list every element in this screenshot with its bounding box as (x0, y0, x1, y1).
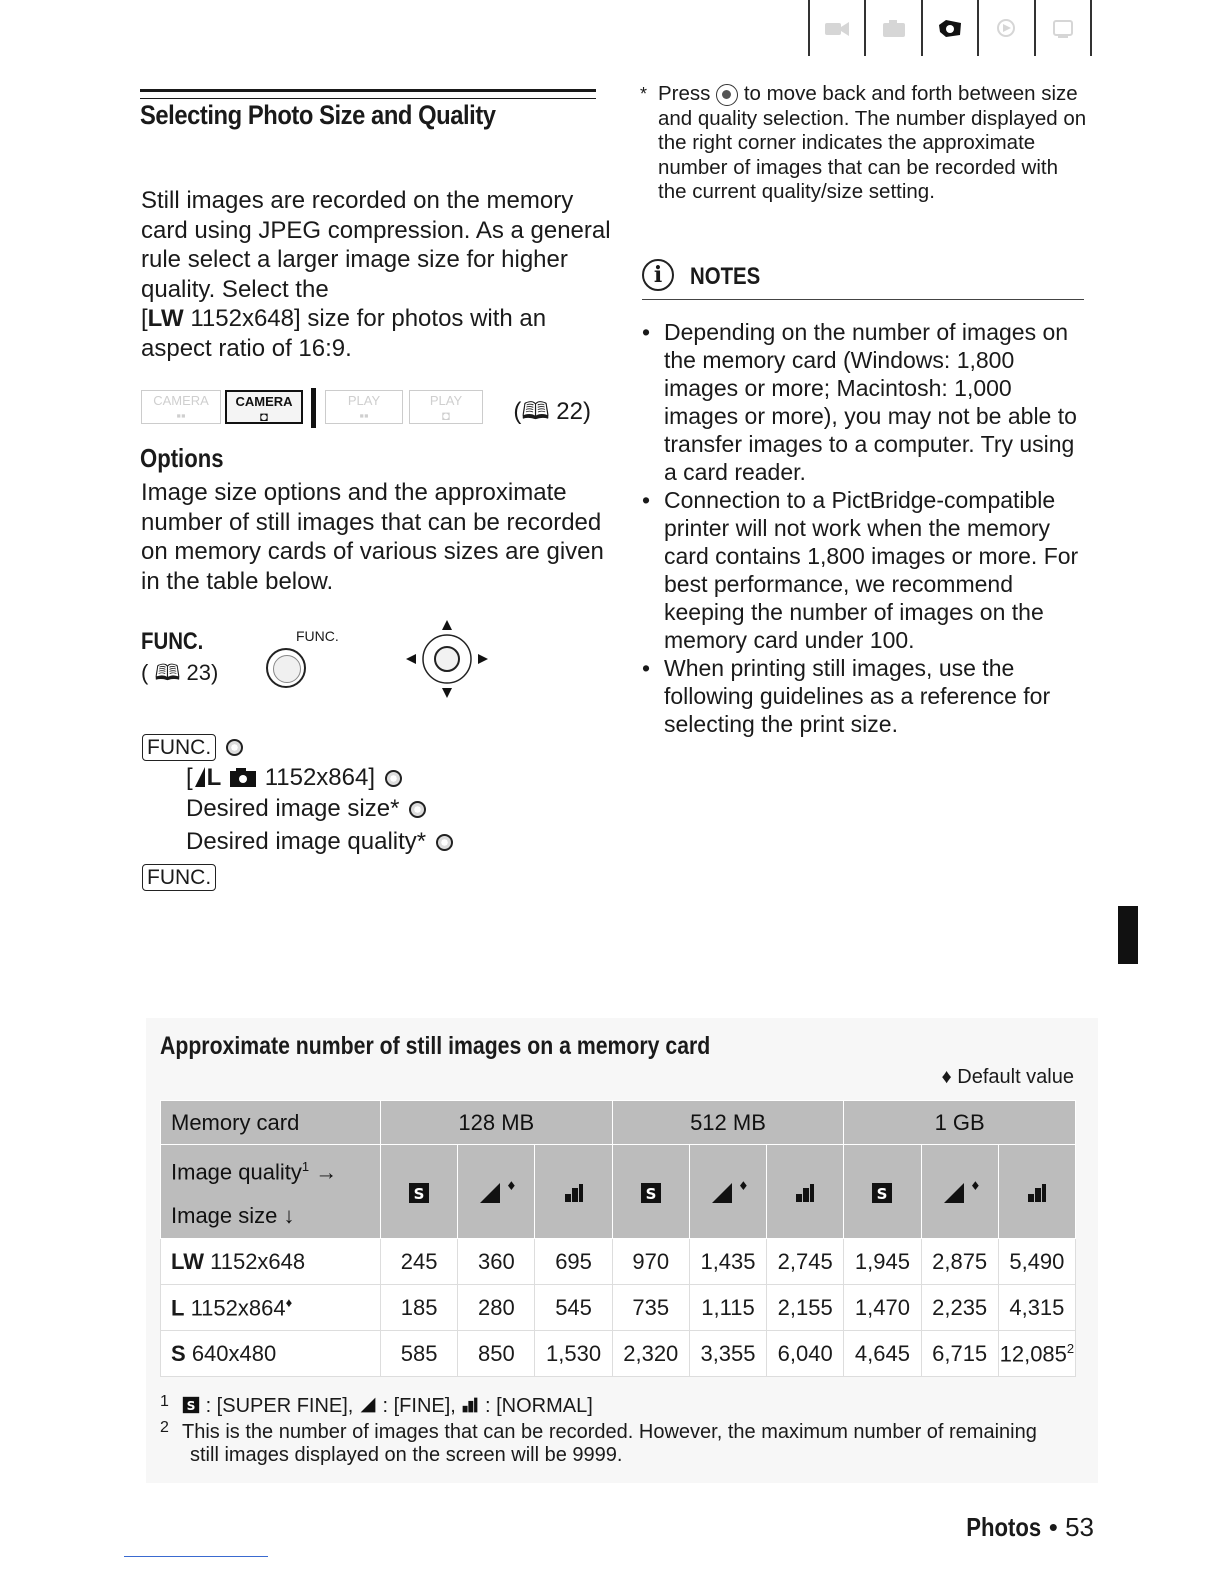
book-icon: 🕮 (154, 660, 181, 685)
table-row (161, 1331, 1076, 1377)
fine-icon (478, 1179, 518, 1205)
table-cell: 3,355 (689, 1331, 766, 1377)
note-item: • When printing still images, use the following guidelines as a reference for selecting the print size. (640, 654, 1092, 738)
header-image-size: Image size (171, 1203, 278, 1229)
mode-play-movie (325, 390, 403, 424)
footnote-2-line-2: still images displayed on the screen will be 9999. (190, 1444, 623, 1466)
table-header-row (161, 1101, 1076, 1145)
fine-icon (359, 1396, 377, 1414)
step1-size: 1152x864] (264, 764, 376, 791)
default-value-note (941, 1066, 1074, 1089)
table-title: Approximate number of still images on a memory card (160, 1032, 711, 1060)
set-icon (436, 834, 453, 851)
svg-text:S: S (413, 1184, 425, 1203)
page-reference-22: (🕮 22) (513, 398, 591, 425)
func-key: FUNC. (142, 864, 216, 891)
options-heading: Options (140, 443, 224, 473)
ref-number: 22 (556, 398, 583, 425)
quality-fine-512 (689, 1145, 766, 1239)
table-cell: 1,945 (844, 1239, 921, 1285)
right-arrow-icon: → (315, 1159, 338, 1185)
notes-header (642, 259, 1084, 300)
intro-text-2: 1152x648] size for photos with an aspect ratio of 16:9. (141, 305, 547, 362)
table-cell: 245 (381, 1239, 458, 1285)
table-cell: 1,435 (689, 1239, 766, 1285)
photo-camera-icon (880, 17, 908, 39)
normal-icon (1026, 1182, 1048, 1204)
header-image-quality: Image quality (171, 1159, 302, 1185)
header-quality-sup: 1 (301, 1159, 310, 1174)
quality-fine-1gb (921, 1145, 998, 1239)
superfine-icon (182, 1396, 200, 1414)
default-diamond-icon: ♦ (285, 1294, 293, 1310)
info-icon: i (642, 259, 674, 291)
connect-icon (1049, 17, 1077, 39)
func-reference: ( 🕮 23) (141, 660, 219, 685)
table-cell: 5,490 (998, 1239, 1075, 1285)
quality-superfine-128 (381, 1145, 458, 1239)
normal-icon (794, 1182, 816, 1204)
page-number: 53 (1065, 1512, 1094, 1542)
table-quality-row (161, 1145, 1076, 1239)
quality-normal-1gb (998, 1145, 1075, 1239)
table-cell: 6,040 (767, 1331, 844, 1377)
func-button-label: FUNC. (296, 628, 339, 644)
row-size: 1152x864 (190, 1294, 286, 1320)
table-cell: 2,235 (921, 1285, 998, 1331)
footnote-2-cont (160, 1443, 622, 1467)
footnote-2 (160, 1420, 1037, 1444)
svg-text:♦: ♦ (969, 1179, 981, 1194)
table-row (161, 1285, 1076, 1331)
quality-normal-512 (767, 1145, 844, 1239)
header-quality-size (161, 1145, 381, 1239)
intro-text-1: Still images are recorded on the memory card using JPEG compression. As a general rule select a larger image size for higher quality. Select the (141, 187, 611, 303)
header-card-1gb: 1 GB (844, 1101, 1076, 1145)
func-button-icon (266, 648, 306, 688)
step-func-key-end (142, 863, 216, 891)
mode-play-photo (409, 390, 483, 424)
notes-title: NOTES (690, 263, 761, 290)
set-icon (385, 770, 402, 787)
table-cell: 735 (612, 1285, 689, 1331)
photo-mode-icon: ◘ (260, 409, 268, 424)
table-cell: 695 (535, 1239, 612, 1285)
mode-availability-row (141, 388, 601, 428)
direction-button-icon (716, 84, 738, 106)
play-photo-icon: ◘ (442, 408, 450, 423)
footnote-1 (160, 1394, 593, 1418)
table-cell: 585 (381, 1331, 458, 1377)
svg-text:S: S (877, 1184, 888, 1203)
mode-camera-movie-label: CAMERA (153, 393, 209, 408)
intro-paragraph: Still images are recorded on the memory card using JPEG compression. As a general rule select a larger image size for higher quality. Select the [LW 1152x648] size for photos with an aspect ratio of 16:9. (141, 187, 611, 362)
book-icon: 🕮 (521, 398, 550, 425)
step2-text: Desired image size* (186, 795, 400, 822)
page-footer (953, 1512, 1094, 1543)
table-cell: 1,530 (535, 1331, 612, 1377)
func-label: FUNC. (141, 628, 204, 655)
normal-icon (461, 1396, 479, 1414)
step-1: [ L 1152x864] (186, 764, 402, 792)
mode-play-movie-label: PLAY (347, 393, 381, 408)
mode-divider (311, 388, 316, 428)
photo-small-icon (228, 767, 258, 787)
intro-lw: LW (147, 305, 184, 332)
row-label (161, 1331, 381, 1377)
images-table (160, 1100, 1076, 1377)
row-size: 1152x648 (210, 1248, 306, 1274)
row-size-prefix: LW (171, 1248, 204, 1274)
footnote-normal: : [NORMAL] (484, 1395, 593, 1417)
header-card-512: 512 MB (612, 1101, 844, 1145)
note-item: • Connection to a PictBridge-compatible printer will not work when the memory card contains 1,800 images or more. For best performance, we recommend keeping the number of images on the memory card under 100. (640, 486, 1092, 654)
svg-text:S: S (186, 1398, 196, 1413)
table-cell: 1,115 (689, 1285, 766, 1331)
mode-tab-camera-photo (864, 0, 920, 56)
table-cell: 2,745 (767, 1239, 844, 1285)
star-note (640, 82, 1090, 205)
svg-text:S: S (645, 1184, 657, 1203)
mode-camera-photo-label: CAMERA (235, 394, 293, 409)
playback-icon (992, 17, 1020, 39)
superfine-icon (640, 1182, 662, 1204)
table-cell: 1,470 (844, 1285, 921, 1331)
section-title: Selecting Photo Size and Quality (140, 100, 496, 130)
table-cell: 4,315 (998, 1285, 1075, 1331)
page-bullet: • (1048, 1512, 1058, 1542)
mode-tabs (808, 0, 1092, 56)
svg-text:♦: ♦ (506, 1179, 518, 1194)
down-arrow-icon: ↓ (283, 1203, 295, 1229)
table-cell: 545 (535, 1285, 612, 1331)
func-ref-number: 23 (186, 660, 212, 685)
table-cell: 2,875 (921, 1239, 998, 1285)
fine-quality-icon (193, 767, 207, 787)
play-movie-icon: ▪▪ (359, 408, 369, 423)
set-icon (409, 801, 426, 818)
table-cell: 6,715 (921, 1331, 998, 1377)
quality-superfine-1gb (844, 1145, 921, 1239)
mode-tab-camera-movie (808, 0, 864, 56)
table-cell: 185 (381, 1285, 458, 1331)
footnote-1-mark: 1 (160, 1393, 169, 1410)
table-cell: 970 (612, 1239, 689, 1285)
notes-list (640, 318, 1092, 738)
mode-tab-photos (921, 0, 977, 56)
quality-fine-128 (458, 1145, 535, 1239)
cell-footnote: 2 (1066, 1340, 1075, 1356)
default-value-text: Default value (957, 1066, 1074, 1088)
footnote-superfine: : [SUPER FINE], (205, 1395, 354, 1417)
table-cell (998, 1331, 1075, 1377)
normal-icon (563, 1182, 585, 1204)
star-note-press: Press (658, 82, 711, 105)
quality-superfine-512 (612, 1145, 689, 1239)
options-text: Image size options and the approximate number of still images that can be recorded on memory cards of various sizes are given in the table below. (141, 479, 604, 595)
note-item: • Depending on the number of images on the memory card (Windows: 1,800 images or more; Macintosh: 1,000 images or more), you may not be able to transfer images to a computer. Try using a card reader. (640, 318, 1092, 486)
row-label (161, 1239, 381, 1285)
chapter-marker (1118, 906, 1138, 964)
cell-value: 12,085 (999, 1340, 1067, 1366)
title-rule (140, 89, 596, 99)
header-memory-card: Memory card (161, 1101, 381, 1145)
star-mark: * (640, 84, 648, 104)
step-2 (186, 795, 426, 823)
row-size: 640x480 (191, 1340, 277, 1366)
table-cell: 850 (458, 1331, 535, 1377)
footnote-fine: : [FINE], (382, 1395, 456, 1417)
row-size-prefix: L (171, 1294, 185, 1320)
step3-text: Desired image quality* (186, 828, 427, 855)
joystick-icon (404, 618, 490, 700)
photo-icon (936, 17, 964, 39)
table-cell: 4,645 (844, 1331, 921, 1377)
step-func-key (142, 733, 243, 761)
bottom-rule (124, 1556, 268, 1557)
row-label (161, 1285, 381, 1331)
footnote-2-mark: 2 (160, 1419, 169, 1436)
step-3 (186, 828, 453, 856)
star-note-text: to move back and forth between size and quality selection. The number displayed on the right corner indicates the approximate number of images that can be recorded with the current quality/size setting. (658, 82, 1087, 203)
mode-play-photo-label: PLAY (429, 393, 463, 408)
table-cell: 360 (458, 1239, 535, 1285)
mode-camera-movie (141, 390, 221, 424)
fine-icon (710, 1179, 749, 1205)
footnote-2-line-1: This is the number of images that can be recorded. However, the maximum number of remaining (182, 1421, 1037, 1443)
mode-camera-photo (225, 390, 303, 424)
page-section-label: Photos (966, 1512, 1042, 1542)
table-cell: 2,155 (767, 1285, 844, 1331)
superfine-icon (871, 1182, 893, 1204)
mode-tab-playback (977, 0, 1033, 56)
header-card-128: 128 MB (381, 1101, 613, 1145)
movie-icon: ▪▪ (176, 408, 186, 423)
movie-camera-icon (823, 17, 851, 39)
fine-icon (942, 1179, 981, 1205)
mode-tab-connect (1034, 0, 1092, 56)
svg-text:♦: ♦ (737, 1179, 749, 1194)
table-cell: 280 (458, 1285, 535, 1331)
table-cell: 2,320 (612, 1331, 689, 1377)
func-key: FUNC. (142, 734, 216, 761)
superfine-icon (408, 1182, 430, 1204)
quality-normal-128 (535, 1145, 612, 1239)
table-row (161, 1239, 1076, 1285)
set-icon (226, 739, 243, 756)
step1-size-l: L (206, 764, 222, 791)
diamond-icon: ♦ (941, 1066, 952, 1088)
row-size-prefix: S (171, 1340, 186, 1366)
